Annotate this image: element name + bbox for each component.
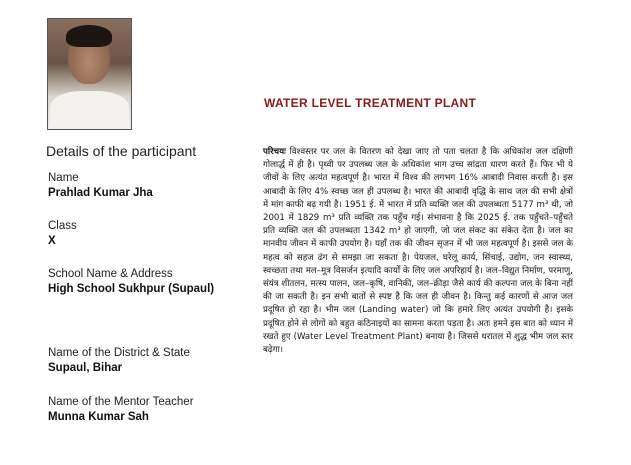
participant-photo [47,18,132,130]
district-label: Name of the District & State [48,347,190,359]
name-value: Prahlad Kumar Jha [48,187,153,199]
class-value: X [48,235,56,247]
class-label: Class [48,220,77,232]
introduction-lead: परिचयः [263,147,286,157]
mentor-value: Munna Kumar Sah [48,411,149,423]
introduction-text: विश्वस्तर पर जल के वितरण को देखा जाए तो पता चलता है कि अधिकांश जल दक्षिणी गोलार्द्ध में ही है। पृथ्वी पर उपलब्ध जल के अधिकांश भाग उच्च सांद्रता धारण करते हैं। फिर भी ये जीवों के लिए अत्यंत महत्वपूर्ण है। भारत में विश्व की लगभग 16% आबादी निवास करती है। इस आबादी के लिए 4% स्वच्छ जल ही उपलब्ध है। भारत की आबादी वृद्धि के साथ जल की सभी क्षेत्रों में मांग काफी बढ़ गयी है। 1951 ई. में भारत में प्रति व्यक्ति जल की उपलब्धता 5177 m³ थी, जो 2001 में 1829 m³ प्रति व्यक्ति तक पहुँच गई। संभावना है कि 2025 ई. तक पहुँचते–पहुँचते प्रति व्यक्ति जल की उपलब्धता 1342 m³ हो जाएगी, जो जल संकट का संकेत देता है। जल का मानवीय जीवन में काफी उपयोग है। यहाँ तक की जीवन सृजन में भी जल महत्वपूर्ण है। इससे जल के महत्व को सहज ढंग से समझा जा सकता है। पेयजल, घरेलू कार्य, सिंचाई, उद्योग, जन स्वास्थ्य, स्वच्छता तथा मल–मूत्र विसर्जन इत्यादि कार्यों के लिए जल अपरिहार्य है। जल–विद्युत निर्माण, परमाणु, संयंत्र शीतलन, मत्स्य पालन, जल–कृषि, वानिकी, जल–क्रीड़ा जैसे कार्य की कल्पना जल के बिना नहीं की जा सकती है। इन सभी बातों से स्पष्ट है कि जल ही जीवन है। किन्तु कई कारणों से आज जल प्रदूषित हो रहा है। भीम जल (Landing water) जो कि हमारे लिए अत्यंत उपयोगी है। इसके प्रदूषित होने से लोगों को बहुत कठिनाइयों का सामना करता पड़ता है। अतः हमने इस बात को ध्यान में रखते हुए (Water Level Treatment Plant) बनाया है। जिससे धरातल में शुद्ध भीम जल स्तर बढ़ेगा। [263,147,573,356]
introduction-paragraph [263,146,573,357]
document-title: WATER LEVEL TREATMENT PLANT [264,96,477,110]
name-label: Name [48,172,79,184]
school-value: High School Sukhpur (Supaul) [48,283,215,295]
district-value: Supaul, Bihar [48,362,123,374]
school-label: School Name & Address [48,268,173,280]
mentor-label: Name of the Mentor Teacher [48,396,194,408]
details-heading: Details of the participant [46,143,197,159]
